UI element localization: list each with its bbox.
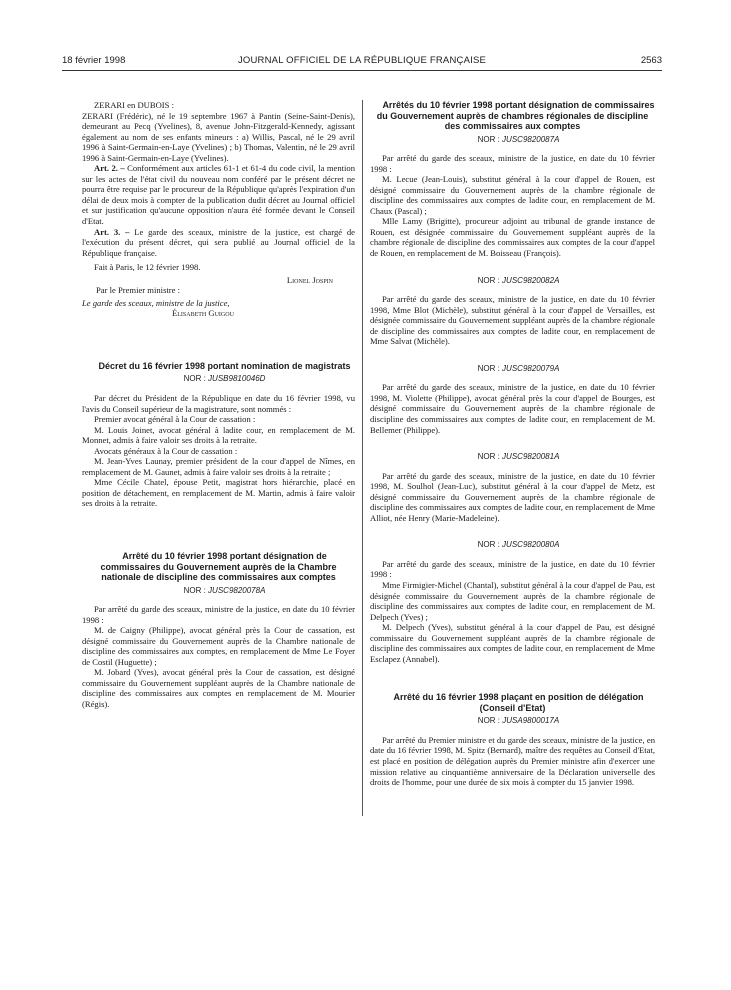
arrete-national-nor-label: NOR :	[183, 585, 206, 595]
article-2	[82, 163, 355, 226]
decret-para-6: Mme Cécile Chatel, épouse Petit, magistrat hors hiérarchie, placé en position de détachement, en remplacement de M. Martin, admis à faire valoir ses droits à la retraite.	[82, 477, 355, 509]
arrete-national-para-2: M. de Caigny (Philippe), avocat général près la Cour de cassation, est désigné commissaire du Gouvernement auprès de la Chambre nationale de discipline des commissaires aux comptes, en remplacement de Mme Le Foyer de Costil (Huguette) ;	[82, 625, 355, 667]
nor-block-1	[370, 135, 655, 146]
nor-block-4	[370, 452, 655, 463]
nor-label: NOR :	[477, 716, 501, 726]
header-rule	[62, 70, 662, 71]
nor-code-5: JUSC9820080A	[502, 540, 560, 550]
block-5-para-2: Mme Firmigier-Michel (Chantal), substitut général à la cour d'appel de Pau, est désignée commissaire du Gouvernement auprès de la chambre régionale de discipline des commissaires aux comptes de ladite cour, en remplacement de M. Delpech (Yves) ;	[370, 580, 655, 622]
arrete-national-para-3: M. Jobard (Yves), avocat général près la Cour de cassation, est désigné commissaire du Gouvernement suppléant auprès de la Chambre nationale de discipline des commissaires aux comptes en remplacement de M. Mourier (Régis).	[82, 667, 355, 709]
article-2-label: Art. 2. –	[94, 163, 125, 174]
article-2-text: Conformément aux articles 61-1 et 61-4 du code civil, la mention sur les actes de l'état civil du nouveau nom conféré par le présent décret ne pourra être requise par le procureur de la République qu'après l'expiration d'un délai de deux mois à compter de la publication dudit décret au Journal officiel et sur justification qu'aucune opposition n'aura été formée devant le Conseil d'Etat.	[82, 163, 355, 227]
block-1-para-3: Mlle Lamy (Brigitte), procureur adjoint au tribunal de grande instance de Rouen, est désignée commissaire du Gouvernement suppléant auprès de la chambre régionale de discipline des commissaires aux comptes de la cour d'appel de Rouen, en remplacement de M. Boisseau (François).	[370, 216, 655, 258]
left-column	[82, 100, 355, 710]
right-column	[370, 100, 655, 788]
block-2-para-1: Par arrêté du garde des sceaux, ministre de la justice, en date du 10 février 1998, Mme Blot (Michèle), substitut général à la cour d'appel de Versailles, est désignée commissaire du Gouvernement suppléant auprès de la chambre régionale de discipline des commissaires aux comptes de ladite cour, en remplacement de Mme Salvat (Michèle).	[370, 294, 655, 347]
header-date: 18 février 1998	[62, 55, 126, 66]
nor-label: NOR :	[477, 452, 500, 462]
arrete-national-para-1: Par arrêté du garde des sceaux, ministre de la justice, en date du 10 février 1998 :	[82, 604, 355, 625]
decret-para-1: Par décret du Président de la République en date du 16 février 1998, vu l'avis du Conseil supérieur de la magistrature, sont nommés :	[82, 392, 355, 414]
decret-heading: Décret du 16 février 1998 portant nomination de magistrats	[98, 360, 351, 371]
zerari-body: ZERARI (Frédéric), né le 19 septembre 1967 à Pantin (Seine-Saint-Denis), demeurant au Pecq (Yvelines), 8, avenue John-Fitzgerald-Kennedy, agissant également au nom de ses enfants mineurs : a) Willis, Pascal, né le 29 avril 1996 à Saint-Germain-en-Laye (Yvelines) ; b) Thomas, Valentin, né le 29 avril 1996 à Saint-Germain-en-Laye (Yvelines).	[82, 110, 355, 163]
article-3	[82, 227, 355, 259]
block-4-para-1: Par arrêté du garde des sceaux, ministre de la justice, en date du 10 février 1998, M. Soulhol (Jean-Luc), substitut général à la cour d'appel de Metz, est désigné commissaire du Gouvernement auprès de la chambre régionale de discipline des commissaires aux comptes de ladite cour, en remplacement de Mme Alliot, née Henry (Marie-Madeleine).	[370, 470, 655, 523]
block-5-para-3: M. Delpech (Yves), substitut général à la cour d'appel de Pau, est désigné commissaire du Gouvernement suppléant auprès de la chambre régionale de discipline des commissaires aux comptes de ladite cour, en remplacement de Mme Esclapez (Annabel).	[370, 622, 655, 664]
decret-para-5: M. Jean-Yves Launay, premier président de la cour d'appel de Nîmes, en remplacement de M. Gaunet, admis à faire valoir ses droits à la retraite ;	[82, 456, 355, 477]
decret-para-2: Premier avocat général à la Cour de cassation :	[94, 414, 256, 425]
nor-block-5	[370, 540, 655, 551]
nor-code-4: JUSC9820081A	[502, 452, 560, 462]
page-header	[62, 55, 662, 69]
arrete-national-nor-code: JUSC9820078A	[208, 585, 266, 595]
nor-block-2	[370, 276, 655, 287]
nor-label: NOR :	[477, 275, 500, 285]
arrete-national-heading: Arrêté du 10 février 1998 portant désignation de commissaires du Gouvernement auprès de la Chambre nationale de discipline des commissaires aux comptes	[100, 551, 337, 582]
decret-nor-code: JUSB9810046D	[208, 374, 266, 384]
header-page-number: 2563	[640, 55, 662, 66]
zerari-intro: ZERARI en DUBOIS :	[94, 100, 174, 110]
nor-label: NOR :	[477, 540, 500, 550]
nor-code-6: JUSA9800017A	[502, 716, 560, 726]
decret-para-3: M. Louis Joinet, avocat général à ladite cour, en remplacement de M. Monnet, admis à faire valoir ses droits à la retraite.	[82, 424, 355, 446]
column-divider	[362, 100, 363, 816]
nor-block-3	[370, 364, 655, 375]
arrete-delegation-heading: Arrêté du 16 février 1998 plaçant en position de délégation (Conseil d'Etat)	[393, 692, 644, 713]
fait-a-paris: Fait à Paris, le 12 février 1998.	[94, 262, 201, 273]
arrete-national-nor	[82, 586, 355, 597]
block-6-para-1: Par arrêté du Premier ministre et du garde des sceaux, ministre de la justice, en date du 16 février 1998, M. Spitz (Bernard), maître des requêtes au Conseil d'Etat, est placé en position de délégation auprès du Premier ministre afin d'exercer une mission relative au cinquantième anniversaire de la Déclaration universelle des droits de l'homme, pour une durée de six mois à compter du 15 janvier 1998.	[370, 734, 655, 788]
garde-des-sceaux-title: Le garde des sceaux, ministre de la justice,	[82, 297, 230, 308]
header-title: JOURNAL OFFICIEL DE LA RÉPUBLIQUE FRANÇAISE	[237, 55, 487, 66]
nor-label: NOR :	[477, 363, 500, 373]
decret-nor-label: NOR :	[183, 374, 206, 384]
nor-code-3: JUSC9820079A	[502, 363, 560, 373]
article-3-text: Le garde des sceaux, ministre de la justice, est chargé de l'exécution du présent décret, qui sera publié au Journal officiel de la République française.	[82, 226, 355, 258]
block-1-para-1: Par arrêté du garde des sceaux, ministre de la justice, en date du 10 février 1998 :	[370, 153, 655, 174]
article-3-label: Art. 3. –	[94, 226, 130, 237]
block-1-para-2: M. Lecue (Jean-Louis), substitut général à la cour d'appel de Rouen, est désigné commissaire du Gouvernement auprès de la chambre régionale de discipline des commissaires aux comptes de ladite cour, en remplacement de M. Chaux (Pascal) ;	[370, 174, 655, 216]
nor-code-1: JUSC9820087A	[502, 134, 560, 144]
signatory-name: Lionel Jospin	[286, 274, 333, 285]
par-premier-ministre: Par le Premier ministre :	[96, 285, 181, 296]
block-5-para-1: Par arrêté du garde des sceaux, ministre de la justice, en date du 10 février 1998 :	[370, 558, 655, 580]
arrete-regional-heading: Arrêtés du 10 février 1998 portant désignation de commissaires du Gouvernement auprès de chambres régionales de discipline des commissaires aux comptes	[376, 100, 655, 131]
block-3-para-1: Par arrêté du garde des sceaux, ministre de la justice, en date du 10 février 1998, M. Violette (Philippe), avocat général près la cour d'appel de Bourges, est désigné commissaire du Gouvernement auprès de la chambre régionale de discipline des commissaires aux comptes de ladite cour, en remplacement de M. Bellemer (Philippe).	[370, 382, 655, 435]
nor-code-2: JUSC9820082A	[502, 275, 560, 285]
nor-block-6	[370, 716, 655, 727]
decret-nor	[82, 374, 355, 385]
decret-para-4: Avocats généraux à la Cour de cassation :	[94, 445, 238, 456]
nor-label: NOR :	[477, 134, 500, 144]
garde-des-sceaux-name: Élisabeth Guigou	[172, 308, 234, 319]
